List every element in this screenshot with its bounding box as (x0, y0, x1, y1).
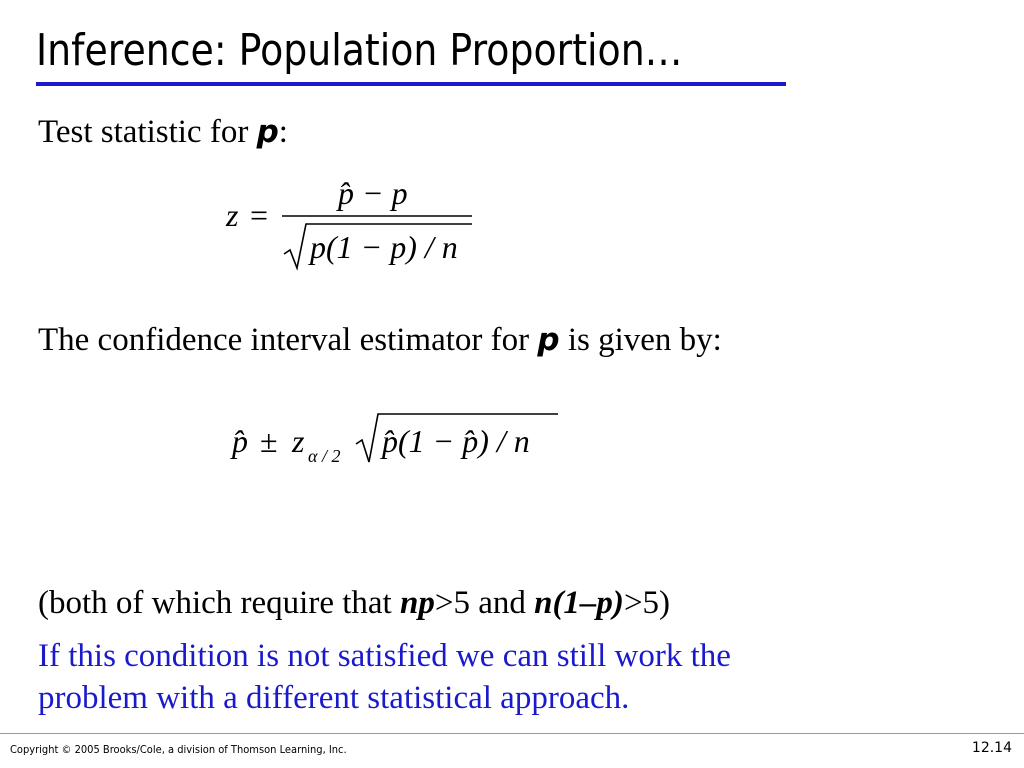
z-critical: z (292, 423, 305, 459)
note-line-1: If this condition is not satisfied we can still work the (38, 638, 731, 674)
condition-text-3: >5) (623, 585, 671, 621)
p-variable: p (256, 114, 279, 150)
ci-suffix: is given by: (559, 322, 722, 358)
test-statistic-line (38, 112, 288, 152)
condition-n1p: n(1–p) (534, 585, 624, 621)
test-statistic-prefix: Test statistic for (38, 114, 257, 150)
z-denominator: p(1 − p) / n (310, 229, 458, 265)
slide-title: Inference: Population Proportion… (36, 25, 683, 76)
p-hat: p̂ (232, 423, 248, 459)
note-line-2: problem with a different statistical approach. (38, 680, 630, 716)
confidence-interval-formula (228, 400, 568, 480)
alpha-subscript: α / 2 (308, 446, 341, 466)
test-statistic-suffix: : (278, 114, 288, 150)
equals-sign: = (250, 197, 269, 233)
p-variable-2: p (537, 322, 560, 358)
ci-line (38, 320, 722, 360)
condition-text-2: >5 and (434, 585, 535, 621)
condition-np: np (399, 585, 435, 621)
footer-divider (0, 733, 1024, 734)
z-symbol: z (226, 197, 239, 233)
slide-number: 12.14 (971, 740, 1012, 756)
z-statistic-formula (220, 168, 490, 278)
condition-line (38, 583, 670, 623)
ci-prefix: The confidence interval estimator for (38, 322, 538, 358)
title-underline (36, 82, 786, 86)
copyright-notice: Copyright © 2005 Brooks/Cole, a division of Thomson Learning, Inc. (10, 743, 347, 756)
condition-text-1: (both of which require that (38, 585, 400, 621)
z-numerator: p̂ − p (338, 175, 408, 211)
plus-minus-sign: ± (260, 423, 278, 459)
ci-radicand: p̂(1 − p̂) / n (382, 423, 530, 459)
